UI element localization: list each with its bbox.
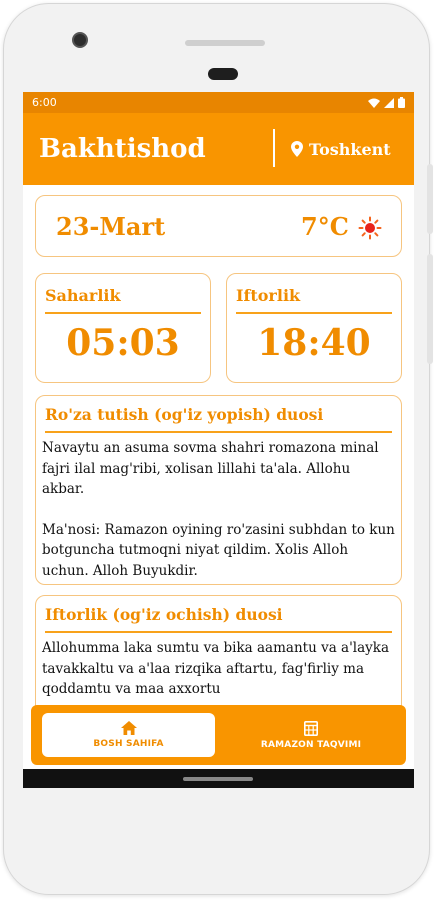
iftar-dua-text: Allohumma laka sumtu va bika aamantu va a'layka tavakkaltu va a'laa rizqika aftartu, fag'firliy ma qoddamtu va maa axxortu [42,640,390,697]
nav-calendar-label: RAMAZON TAQVIMI [260,739,362,750]
status-icons [368,97,405,108]
date-label: 23-Mart [56,212,166,241]
speaker-grille [185,40,265,46]
fasting-dua-body [42,438,395,581]
earpiece [208,68,238,80]
iftar-card [226,273,402,383]
battery-icon [398,97,405,108]
calendar-icon [304,721,318,736]
nav-home-label: BOSH SAHIFA [93,739,164,749]
iftar-dua-title: Iftorlik (og'iz ochish) duosi [45,605,283,624]
app-bar [23,113,414,185]
suhoor-time: 05:03 [66,322,180,364]
temperature-label: 7°C [301,212,349,241]
status-bar [23,92,414,113]
app-title: Bakhtishod [39,134,206,164]
power-button [427,164,433,234]
iftar-dua-body [42,638,395,700]
signal-icon [384,98,394,108]
nav-calendar-tab[interactable] [226,713,396,757]
location-label: Toshkent [309,139,391,159]
status-time: 6:00 [32,96,57,109]
suhoor-card [35,273,211,383]
suhoor-label: Saharlik [45,286,121,305]
wifi-icon [368,98,380,108]
location-selector[interactable] [291,113,391,185]
fasting-dua-divider [45,431,392,433]
fasting-dua-title: Ro'za tutish (og'iz yopish) duosi [45,405,324,424]
fasting-dua-text: Navaytu an asuma sovma shahri romazona minal fajri ilal mag'ribi, xolisan lillahi ta'ala. Allohu akbar. [42,440,379,497]
location-pin-icon [291,141,303,157]
home-gesture-pill[interactable] [183,777,253,781]
bottom-navigation [31,705,406,765]
suhoor-divider [45,312,201,314]
front-camera [72,32,88,48]
iftar-divider [236,312,392,314]
app-bar-divider [273,129,275,167]
iftar-label: Iftorlik [236,286,301,305]
home-icon [121,721,137,735]
sun-icon [358,216,382,240]
volume-button [427,254,433,364]
date-weather-card [35,195,402,257]
iftar-dua-divider [45,631,392,633]
fasting-dua-card [35,395,402,585]
iftar-time: 18:40 [257,322,371,364]
fasting-dua-meaning: Ma'nosi: Ramazon oyining ro'zasini subhdan to kun botguncha tutmoqni niyat qildim. Xolis Alloh uchun. Alloh Buyukdir. [42,521,395,579]
app-screen [23,92,414,788]
nav-home-tab[interactable] [42,713,215,757]
